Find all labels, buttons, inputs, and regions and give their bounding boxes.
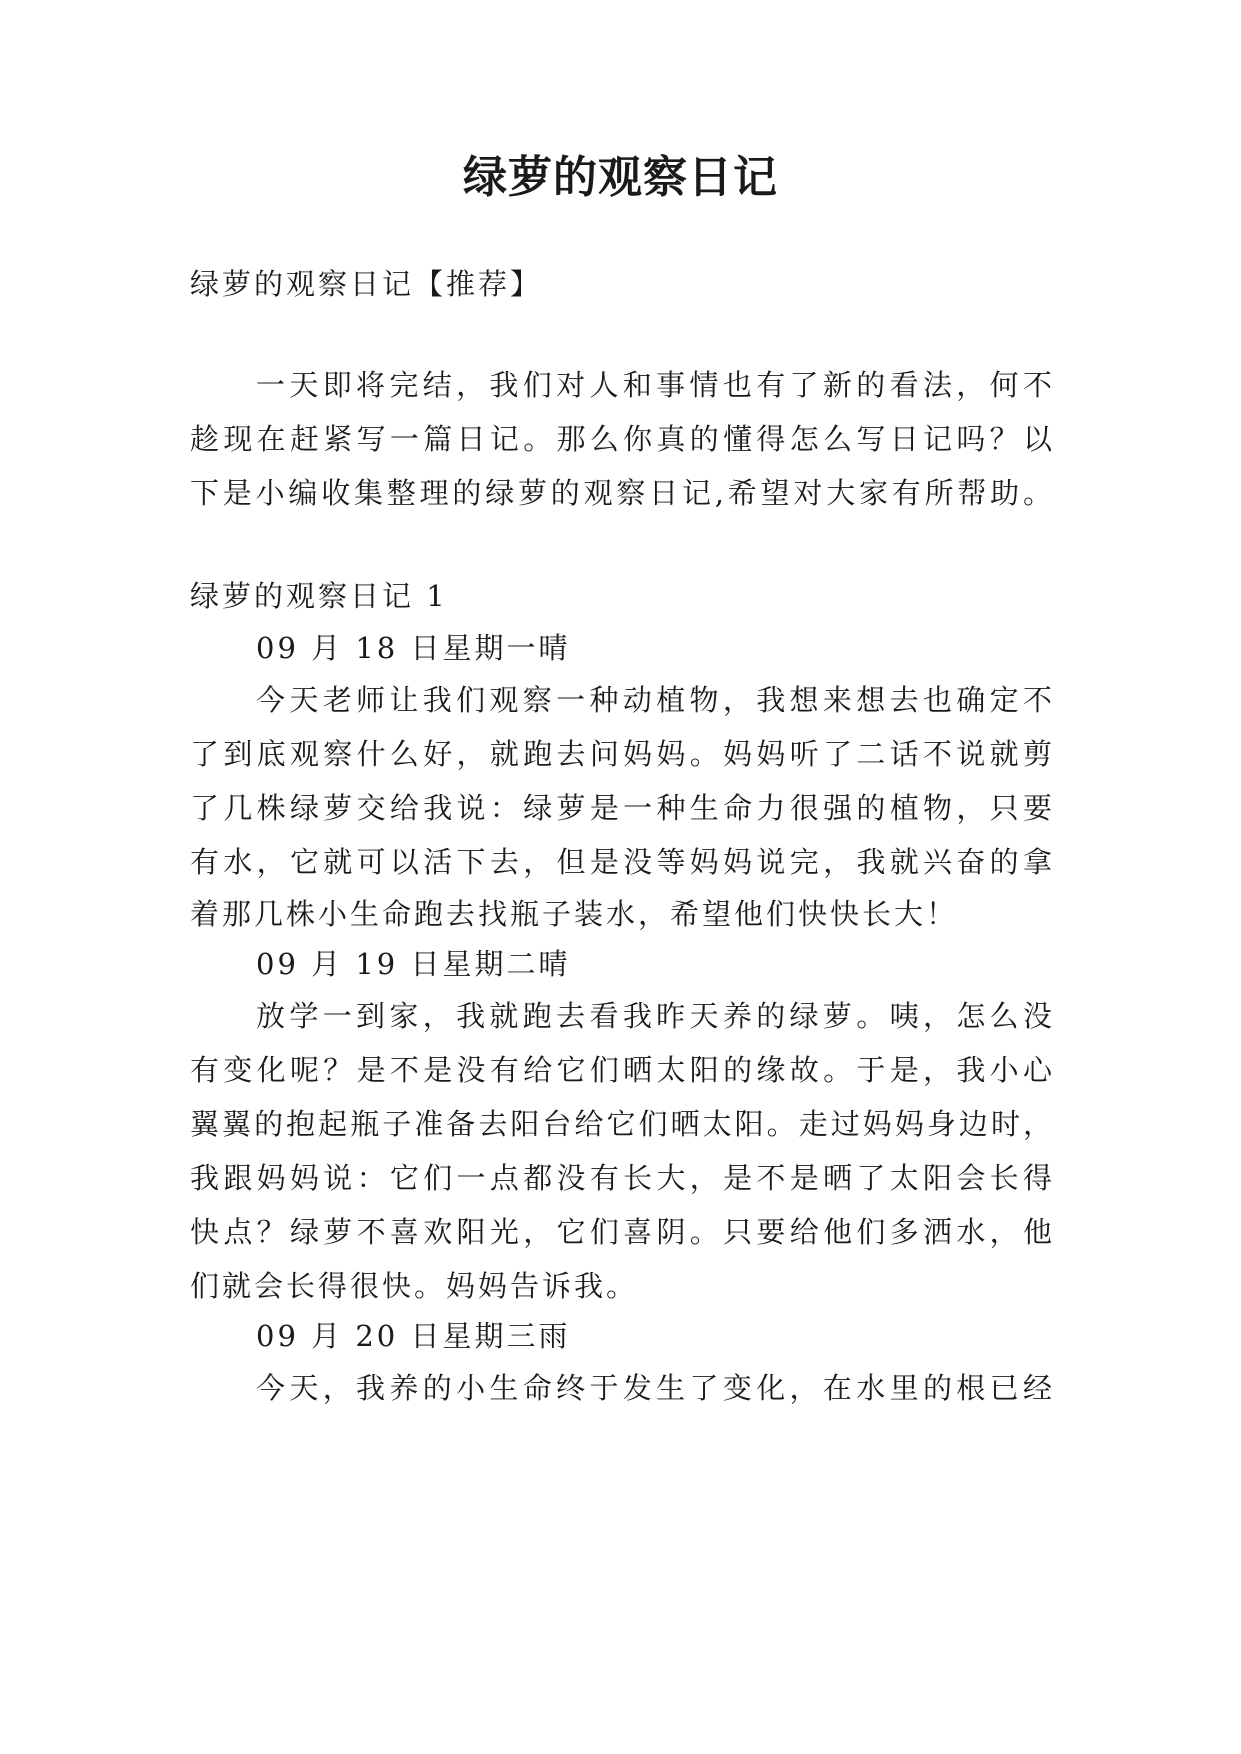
document-title: 绿萝的观察日记 (463, 152, 778, 203)
entry-line: 快点？绿萝不喜欢阳光，它们喜阴。只要给他们多洒水，他 (190, 1215, 1052, 1249)
intro-line: 趁现在赶紧写一篇日记。那么你真的懂得怎么写日记吗？以 (190, 422, 1052, 456)
entry-line: 了几株绿萝交给我说：绿萝是一种生命力很强的植物，只要 (190, 791, 1052, 825)
entry-date: 09 月 18 日星期一晴 (256, 631, 571, 665)
document-subtitle: 绿萝的观察日记【推荐】 (190, 267, 543, 301)
entry-line: 有变化呢？是不是没有给它们晒太阳的缘故。于是，我小心 (190, 1053, 1052, 1087)
entry-line: 今天，我养的小生命终于发生了变化，在水里的根已经 (256, 1371, 1052, 1405)
entry-line: 我跟妈妈说：它们一点都没有长大，是不是晒了太阳会长得 (190, 1161, 1052, 1195)
entry-line: 了到底观察什么好，就跑去问妈妈。妈妈听了二话不说就剪 (190, 737, 1052, 771)
entry-line: 有水，它就可以活下去，但是没等妈妈说完，我就兴奋的拿 (190, 845, 1052, 879)
entry-line: 翼翼的抱起瓶子准备去阳台给它们晒太阳。走过妈妈身边时， (190, 1107, 1052, 1141)
entry-date: 09 月 19 日星期二晴 (256, 947, 571, 981)
intro-line: 下是小编收集整理的绿萝的观察日记,希望对大家有所帮助。 (190, 476, 1052, 510)
entry-date: 09 月 20 日星期三雨 (256, 1319, 571, 1353)
intro-line: 一天即将完结，我们对人和事情也有了新的看法，何不 (256, 368, 1052, 402)
entry-line: 放学一到家，我就跑去看我昨天养的绿萝。咦，怎么没 (256, 999, 1052, 1033)
entry-line: 着那几株小生命跑去找瓶子装水，希望他们快快长大！ (190, 897, 959, 931)
entry-line: 今天老师让我们观察一种动植物，我想来想去也确定不 (256, 683, 1052, 717)
section-heading: 绿萝的观察日记 1 (190, 579, 448, 613)
entry-line: 们就会长得很快。妈妈告诉我。 (190, 1269, 639, 1303)
